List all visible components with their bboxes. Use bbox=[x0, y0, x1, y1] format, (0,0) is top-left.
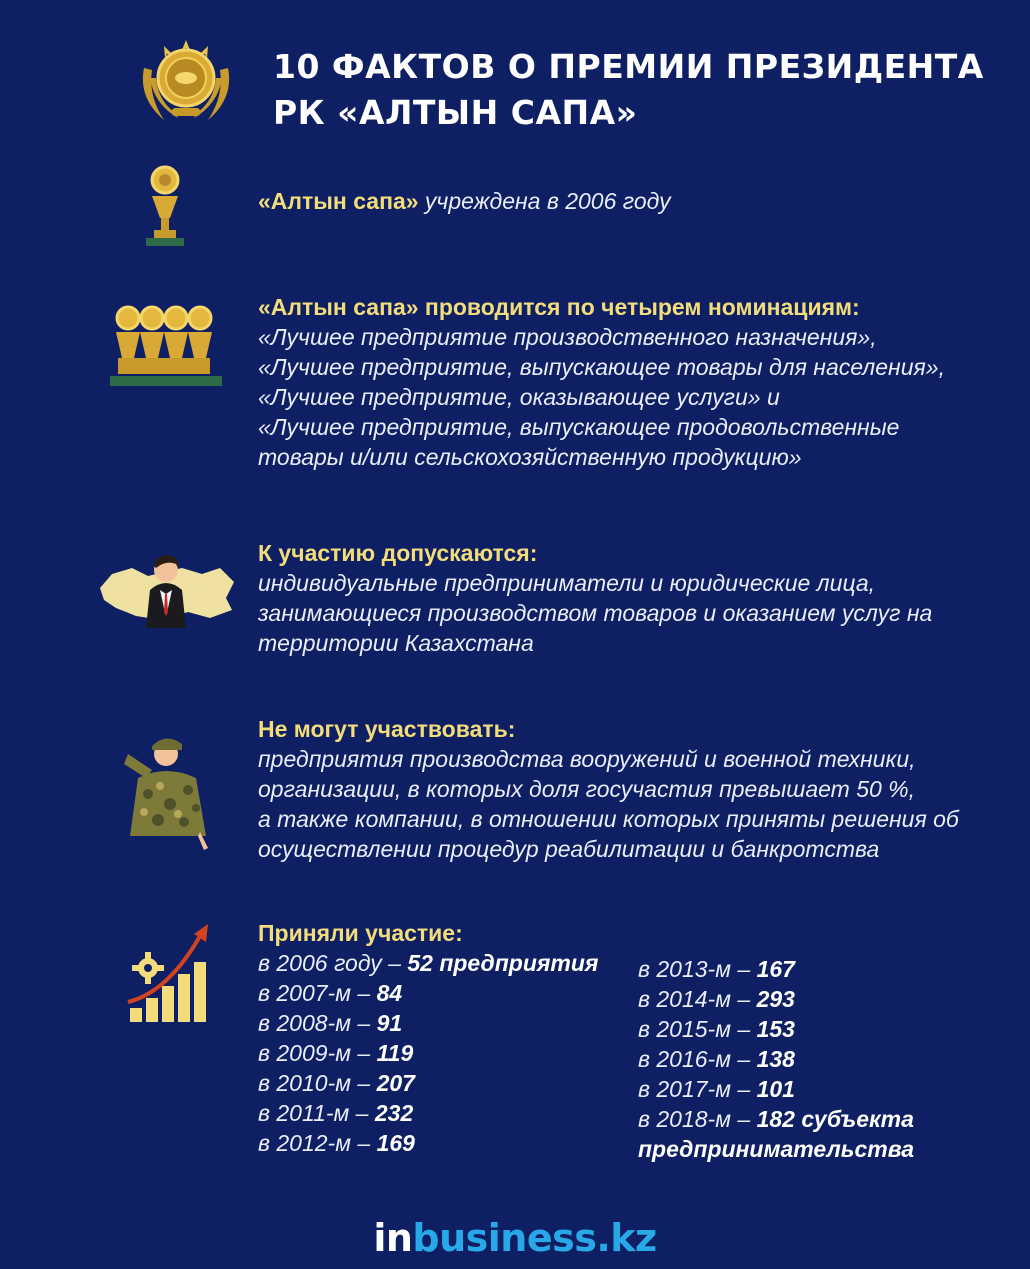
growth-chart-icon bbox=[124, 922, 214, 1026]
participants-row: в 2013-м – 167 bbox=[638, 956, 795, 982]
page-title bbox=[273, 44, 993, 136]
fact3-line: территории Казахстана bbox=[258, 630, 534, 656]
fact2-line: «Лучшее предприятие, выпускающее продовольственные bbox=[258, 414, 900, 440]
participants-row: в 2016-м – 138 bbox=[638, 1046, 795, 1072]
fact2-line: «Лучшее предприятие, оказывающее услуги» и bbox=[258, 384, 780, 410]
businessman-map-icon bbox=[92, 538, 240, 630]
fact4-line: организации, в которых доля госучастия превышает 50 %, bbox=[258, 776, 916, 802]
participants-row: в 2017-м – 101 bbox=[638, 1076, 795, 1102]
fact3-line: занимающиеся производством товаров и оказанием услуг на bbox=[258, 600, 933, 626]
participants-row: в 2014-м – 293 bbox=[638, 986, 795, 1012]
fact4-block bbox=[258, 714, 959, 864]
title-line-2: РК «АЛТЫН САПА» bbox=[273, 93, 638, 132]
fact2-line: товары и/или сельскохозяйственную продукцию» bbox=[258, 444, 802, 470]
participants-row: в 2015-м – 153 bbox=[638, 1016, 795, 1042]
fact2-line: «Лучшее предприятие, выпускающее товары для населения», bbox=[258, 354, 945, 380]
soldier-salute-icon bbox=[118, 724, 218, 852]
participants-row: в 2011-м – 232 bbox=[258, 1100, 414, 1126]
fact5-heading: Приняли участие: bbox=[258, 920, 463, 946]
fact4-line: а также компании, в отношении которых приняты решения об bbox=[258, 806, 959, 832]
emblem-icon bbox=[134, 38, 238, 126]
fact1-text bbox=[258, 186, 671, 216]
participants-row: в 2018-м – 182 субъекта bbox=[638, 1106, 914, 1132]
inbusiness-logo[interactable] bbox=[0, 1216, 1030, 1260]
fact4-line: предприятия производства вооружений и военной техники, bbox=[258, 746, 916, 772]
fact5-left-column bbox=[258, 918, 598, 1158]
fact3-line: индивидуальные предприниматели и юридические лица, bbox=[258, 570, 876, 596]
fact3-block bbox=[258, 538, 932, 658]
participants-row: в 2008-м – 91 bbox=[258, 1010, 403, 1036]
logo-prefix: in bbox=[373, 1216, 413, 1260]
participants-row: в 2010-м – 207 bbox=[258, 1070, 415, 1096]
fact2-line: «Лучшее предприятие производственного назначения», bbox=[258, 324, 877, 350]
participants-tail: предпринимательства bbox=[638, 1136, 915, 1162]
logo-suffix: business.kz bbox=[412, 1216, 657, 1260]
title-line-1: 10 ФАКТОВ О ПРЕМИИ ПРЕЗИДЕНТА bbox=[273, 47, 984, 86]
fact5-right-column bbox=[638, 954, 914, 1164]
fact4-heading: Не могут участвовать: bbox=[258, 716, 516, 742]
fact2-heading: «Алтын сапа» проводится по четырем номинациям: bbox=[258, 294, 860, 320]
fact4-line: осуществлении процедур реабилитации и банкротства bbox=[258, 836, 880, 862]
fact3-heading: К участию допускаются: bbox=[258, 540, 538, 566]
four-trophies-icon bbox=[106, 300, 224, 392]
participants-row: в 2006 году – 52 предприятия bbox=[258, 950, 599, 976]
participants-row: в 2009-м – 119 bbox=[258, 1040, 414, 1066]
participants-row: в 2007-м – 84 bbox=[258, 980, 403, 1006]
fact1-bold: «Алтын сапа» bbox=[258, 188, 419, 214]
participants-row: в 2012-м – 169 bbox=[258, 1130, 415, 1156]
single-trophy-icon bbox=[140, 162, 190, 252]
fact1-rest: учреждена в 2006 году bbox=[418, 188, 671, 214]
fact2-block bbox=[258, 292, 945, 472]
